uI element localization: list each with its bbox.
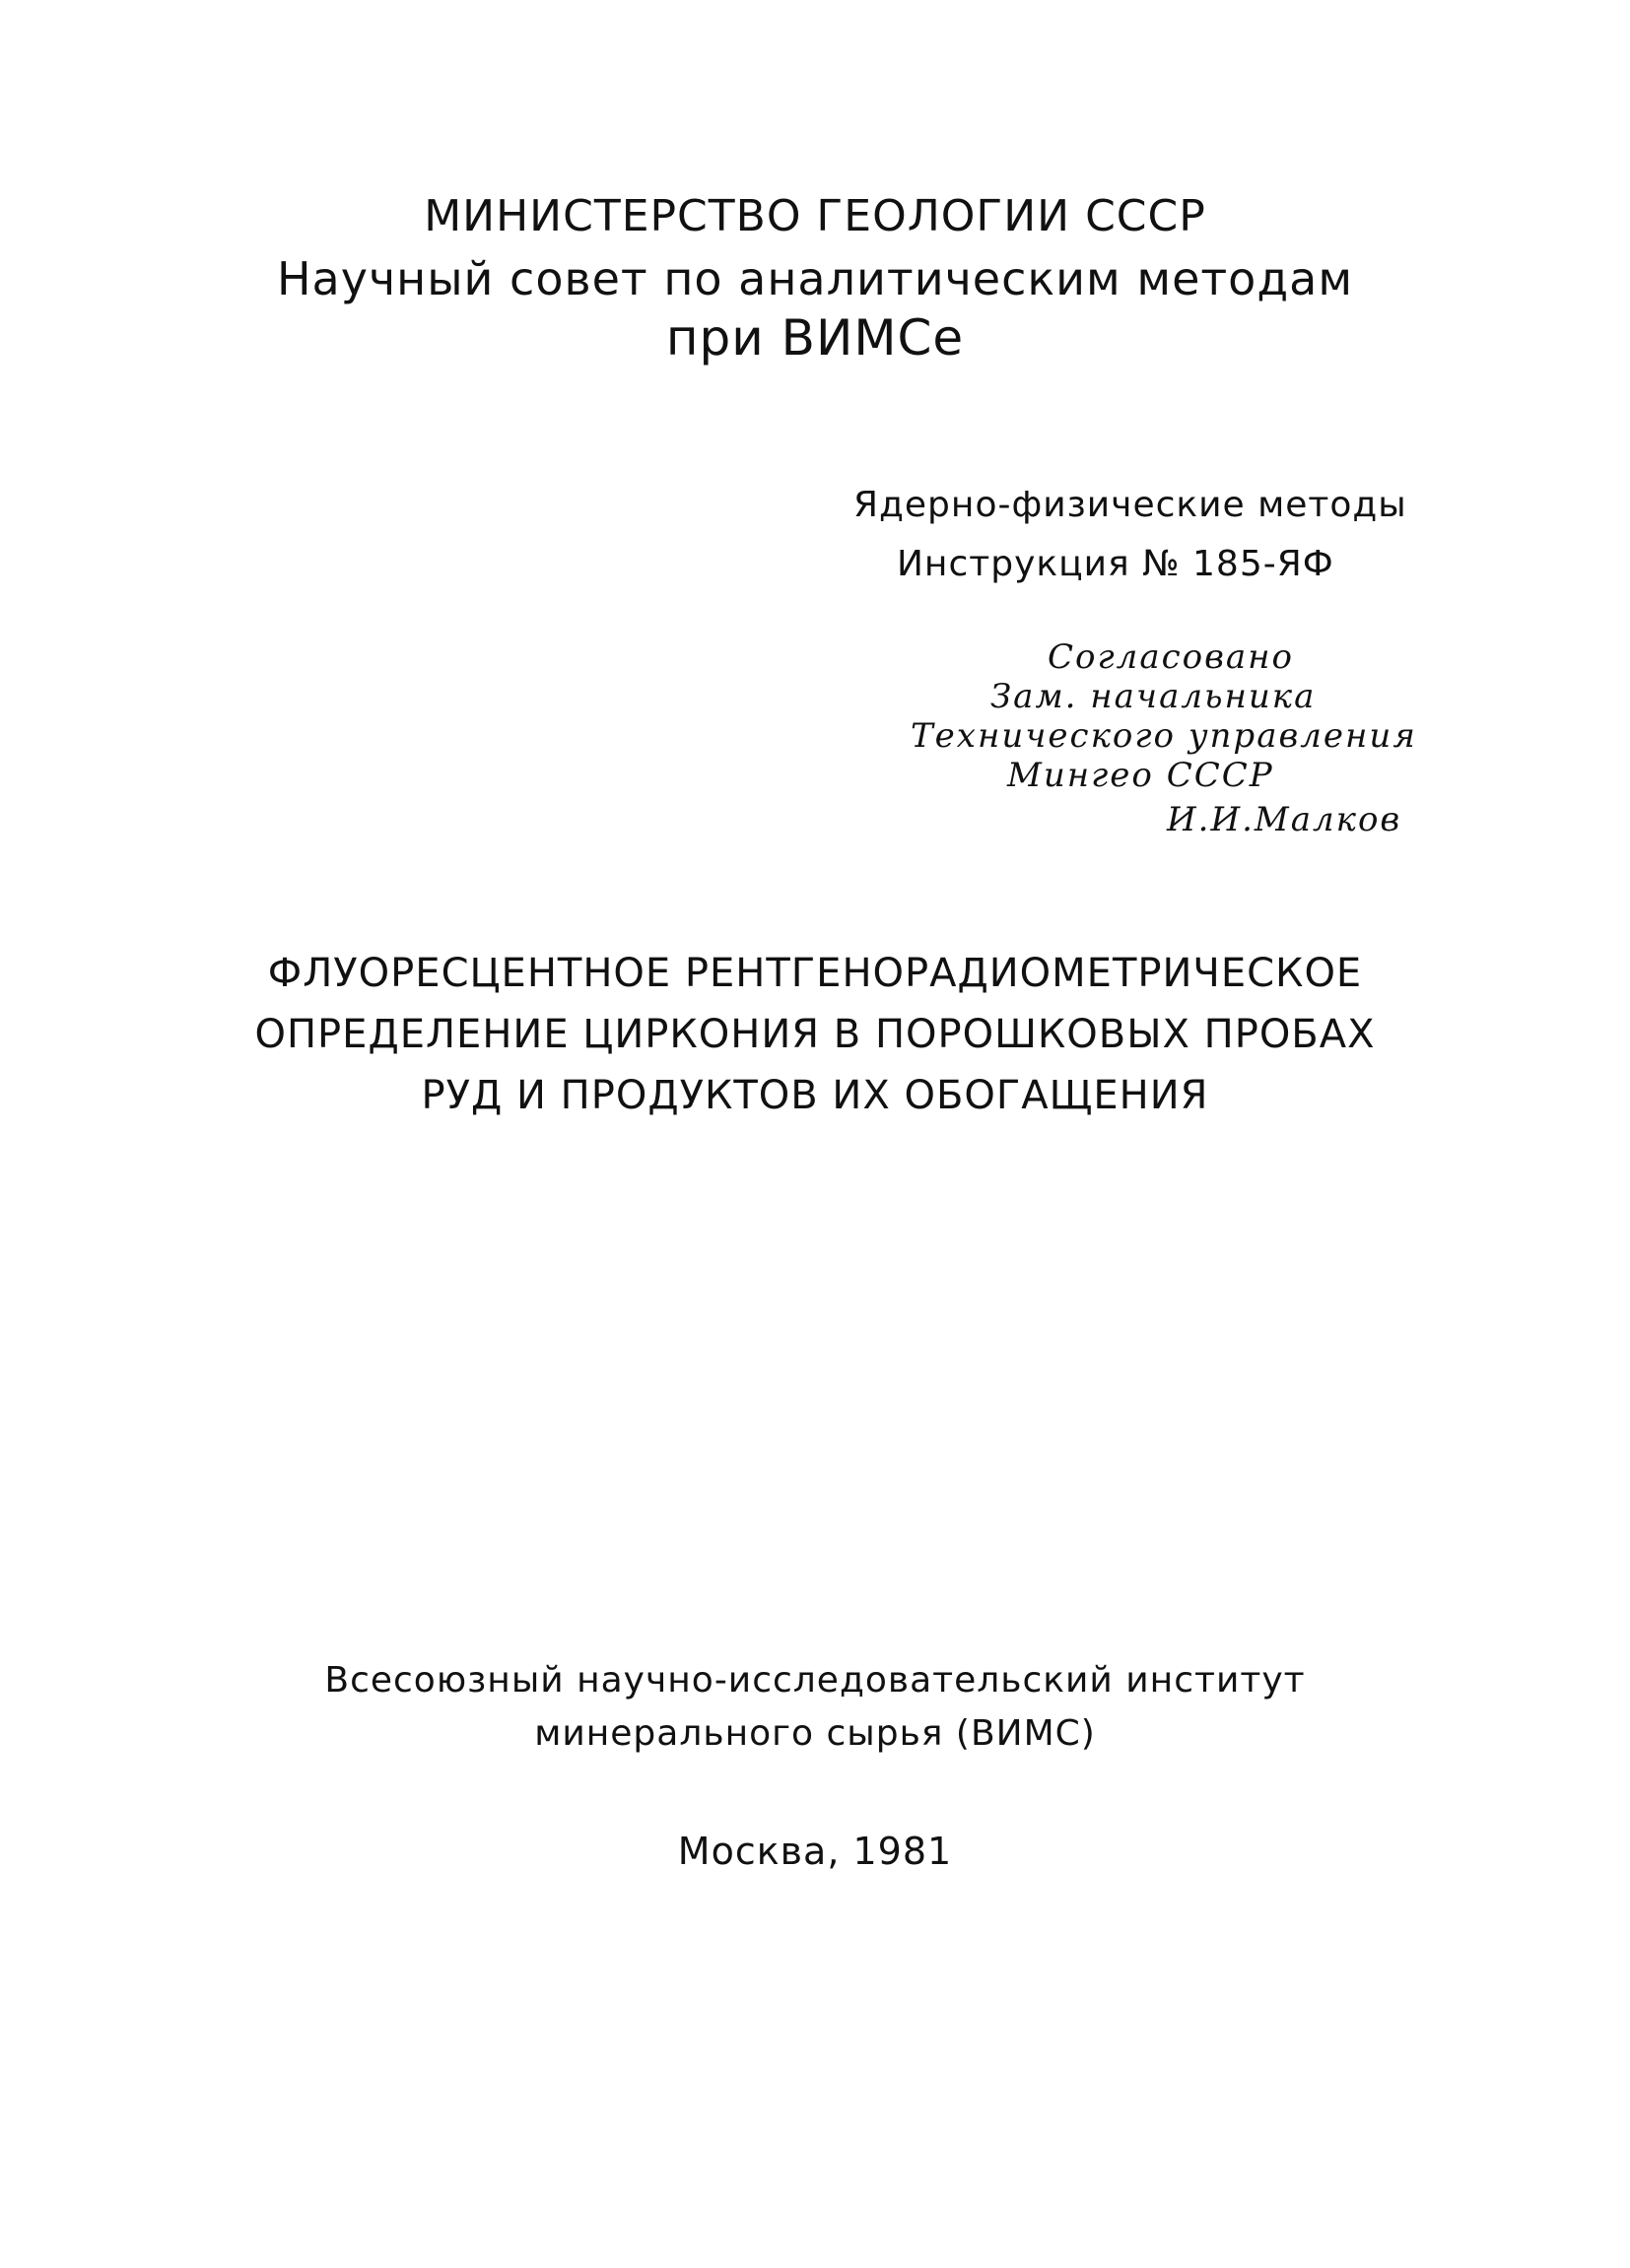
publisher-line-2: минерального сырья (ВИМС): [534, 1713, 1096, 1754]
approval-department: Технического управления: [911, 716, 1417, 756]
approval-status: Согласовано: [1048, 637, 1295, 677]
imprint-city-year: Москва, 1981: [677, 1830, 953, 1873]
approval-ministry: Мингео СССР: [1007, 756, 1274, 795]
document-title-line-1: ФЛУОРЕСЦЕНТНОЕ РЕНТГЕНОРАДИОМЕТРИЧЕСКОЕ: [267, 951, 1363, 996]
approver-name: И.И.Малков: [1167, 800, 1402, 839]
organization-heading: при ВИМСе: [665, 309, 965, 367]
ministry-heading: МИНИСТЕРСТВО ГЕОЛОГИИ СССР: [424, 191, 1206, 241]
council-heading: Научный совет по аналитическим методам: [276, 252, 1354, 305]
publisher-line-1: Всесоюзный научно-исследовательский институт: [324, 1660, 1306, 1701]
approval-position: Зам. начальника: [990, 677, 1317, 716]
document-title-line-3: РУД И ПРОДУКТОВ ИХ ОБОГАЩЕНИЯ: [421, 1073, 1209, 1118]
document-title-line-2: ОПРЕДЕЛЕНИЕ ЦИРКОНИЯ В ПОРОШКОВЫХ ПРОБАХ: [254, 1012, 1376, 1057]
instruction-number: Инструкция № 185-ЯФ: [897, 544, 1334, 584]
methods-category: Ядерно-физические методы: [853, 485, 1407, 525]
